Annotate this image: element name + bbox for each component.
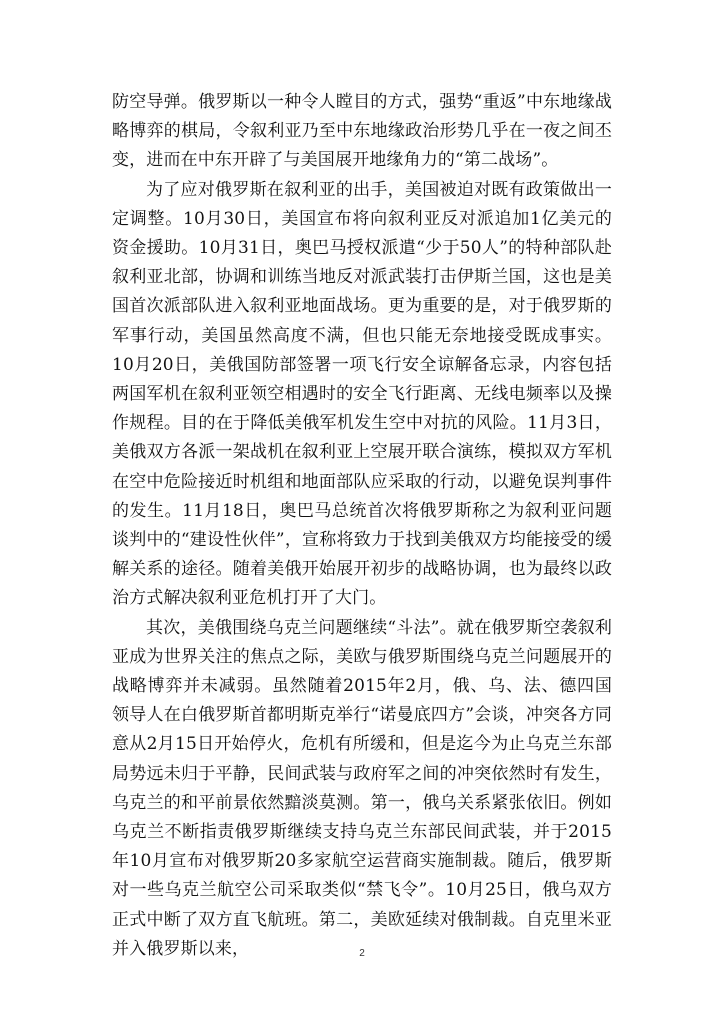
paragraph-2: 为了应对俄罗斯在叙利亚的出手，美国被迫对既有政策做出一定调整。10月30日，美国宣布将向叙利亚反对派追加1亿美元的资金援助。10月31日，奥巴马授权派遣“少于50人”的特种部队赴叙利亚北部，协调和训练当地反对派武装打击伊斯兰国，这也是美国首次派部队进入叙利亚地面战场。更为重要的是，对于俄罗斯的军事行动，美国虽然高度不满，但也只能无奈地接受既成事实。10月20日，美俄国防部签署一项飞行安全谅解备忘录，内容包括两国军机在叙利亚领空相遇时的安全飞行距离、无线电频率以及操作规程。目的在于降低美俄军机发生空中对抗的风险。11月3日，美俄双方各派一架战机在叙利亚上空展开联合演练，模拟双方军机在空中危险接近时机组和地面部队应采取的行动，以避免误判事件的发生。11月18日，奥巴马总统首次将俄罗斯称之为叙利亚问题谈判中的“建设性伙伴”，宣称将致力于找到美俄双方均能接受的缓解关系的途径。随着美俄开始展开初步的战略协调，也为最终以政治方式解决叙利亚危机打开了大门。 (112, 179, 612, 609)
body-text (112, 88, 612, 964)
paragraph-1: 防空导弹。俄罗斯以一种令人瞠目的方式，强势“重返”中东地缘战略博弈的棋局，令叙利亚乃至中东地缘政治形势几乎在一夜之间丕变，进而在中东开辟了与美国展开地缘角力的“第二战场”。 (112, 92, 612, 171)
paragraph-3: 其次，美俄围绕乌克兰问题继续“斗法”。就在俄罗斯空袭叙利亚成为世界关注的焦点之际，美欧与俄罗斯围绕乌克兰问题展开的战略博弈并未减弱。虽然随着2015年2月，俄、乌、法、德四国领导人在白俄罗斯首都明斯克举行“诺曼底四方”会谈，冲突各方同意从2月15日开始停火，危机有所缓和，但是迄今为止乌克兰东部局势远未归于平静，民间武装与政府军之间的冲突依然时有发生，乌克兰的和平前景依然黯淡莫测。第一，俄乌关系紧张依旧。例如乌克兰不断指责俄罗斯继续支持乌克兰东部民间武装，并于2015年10月宣布对俄罗斯20多家航空运营商实施制裁。随后，俄罗斯对一些乌克兰航空公司采取类似“禁飞令”。10月25日，俄乌双方正式中断了双方直飞航班。第二，美欧延续对俄制裁。自克里米亚并入俄罗斯以来， (112, 617, 612, 959)
page-number: 2 (359, 948, 365, 959)
